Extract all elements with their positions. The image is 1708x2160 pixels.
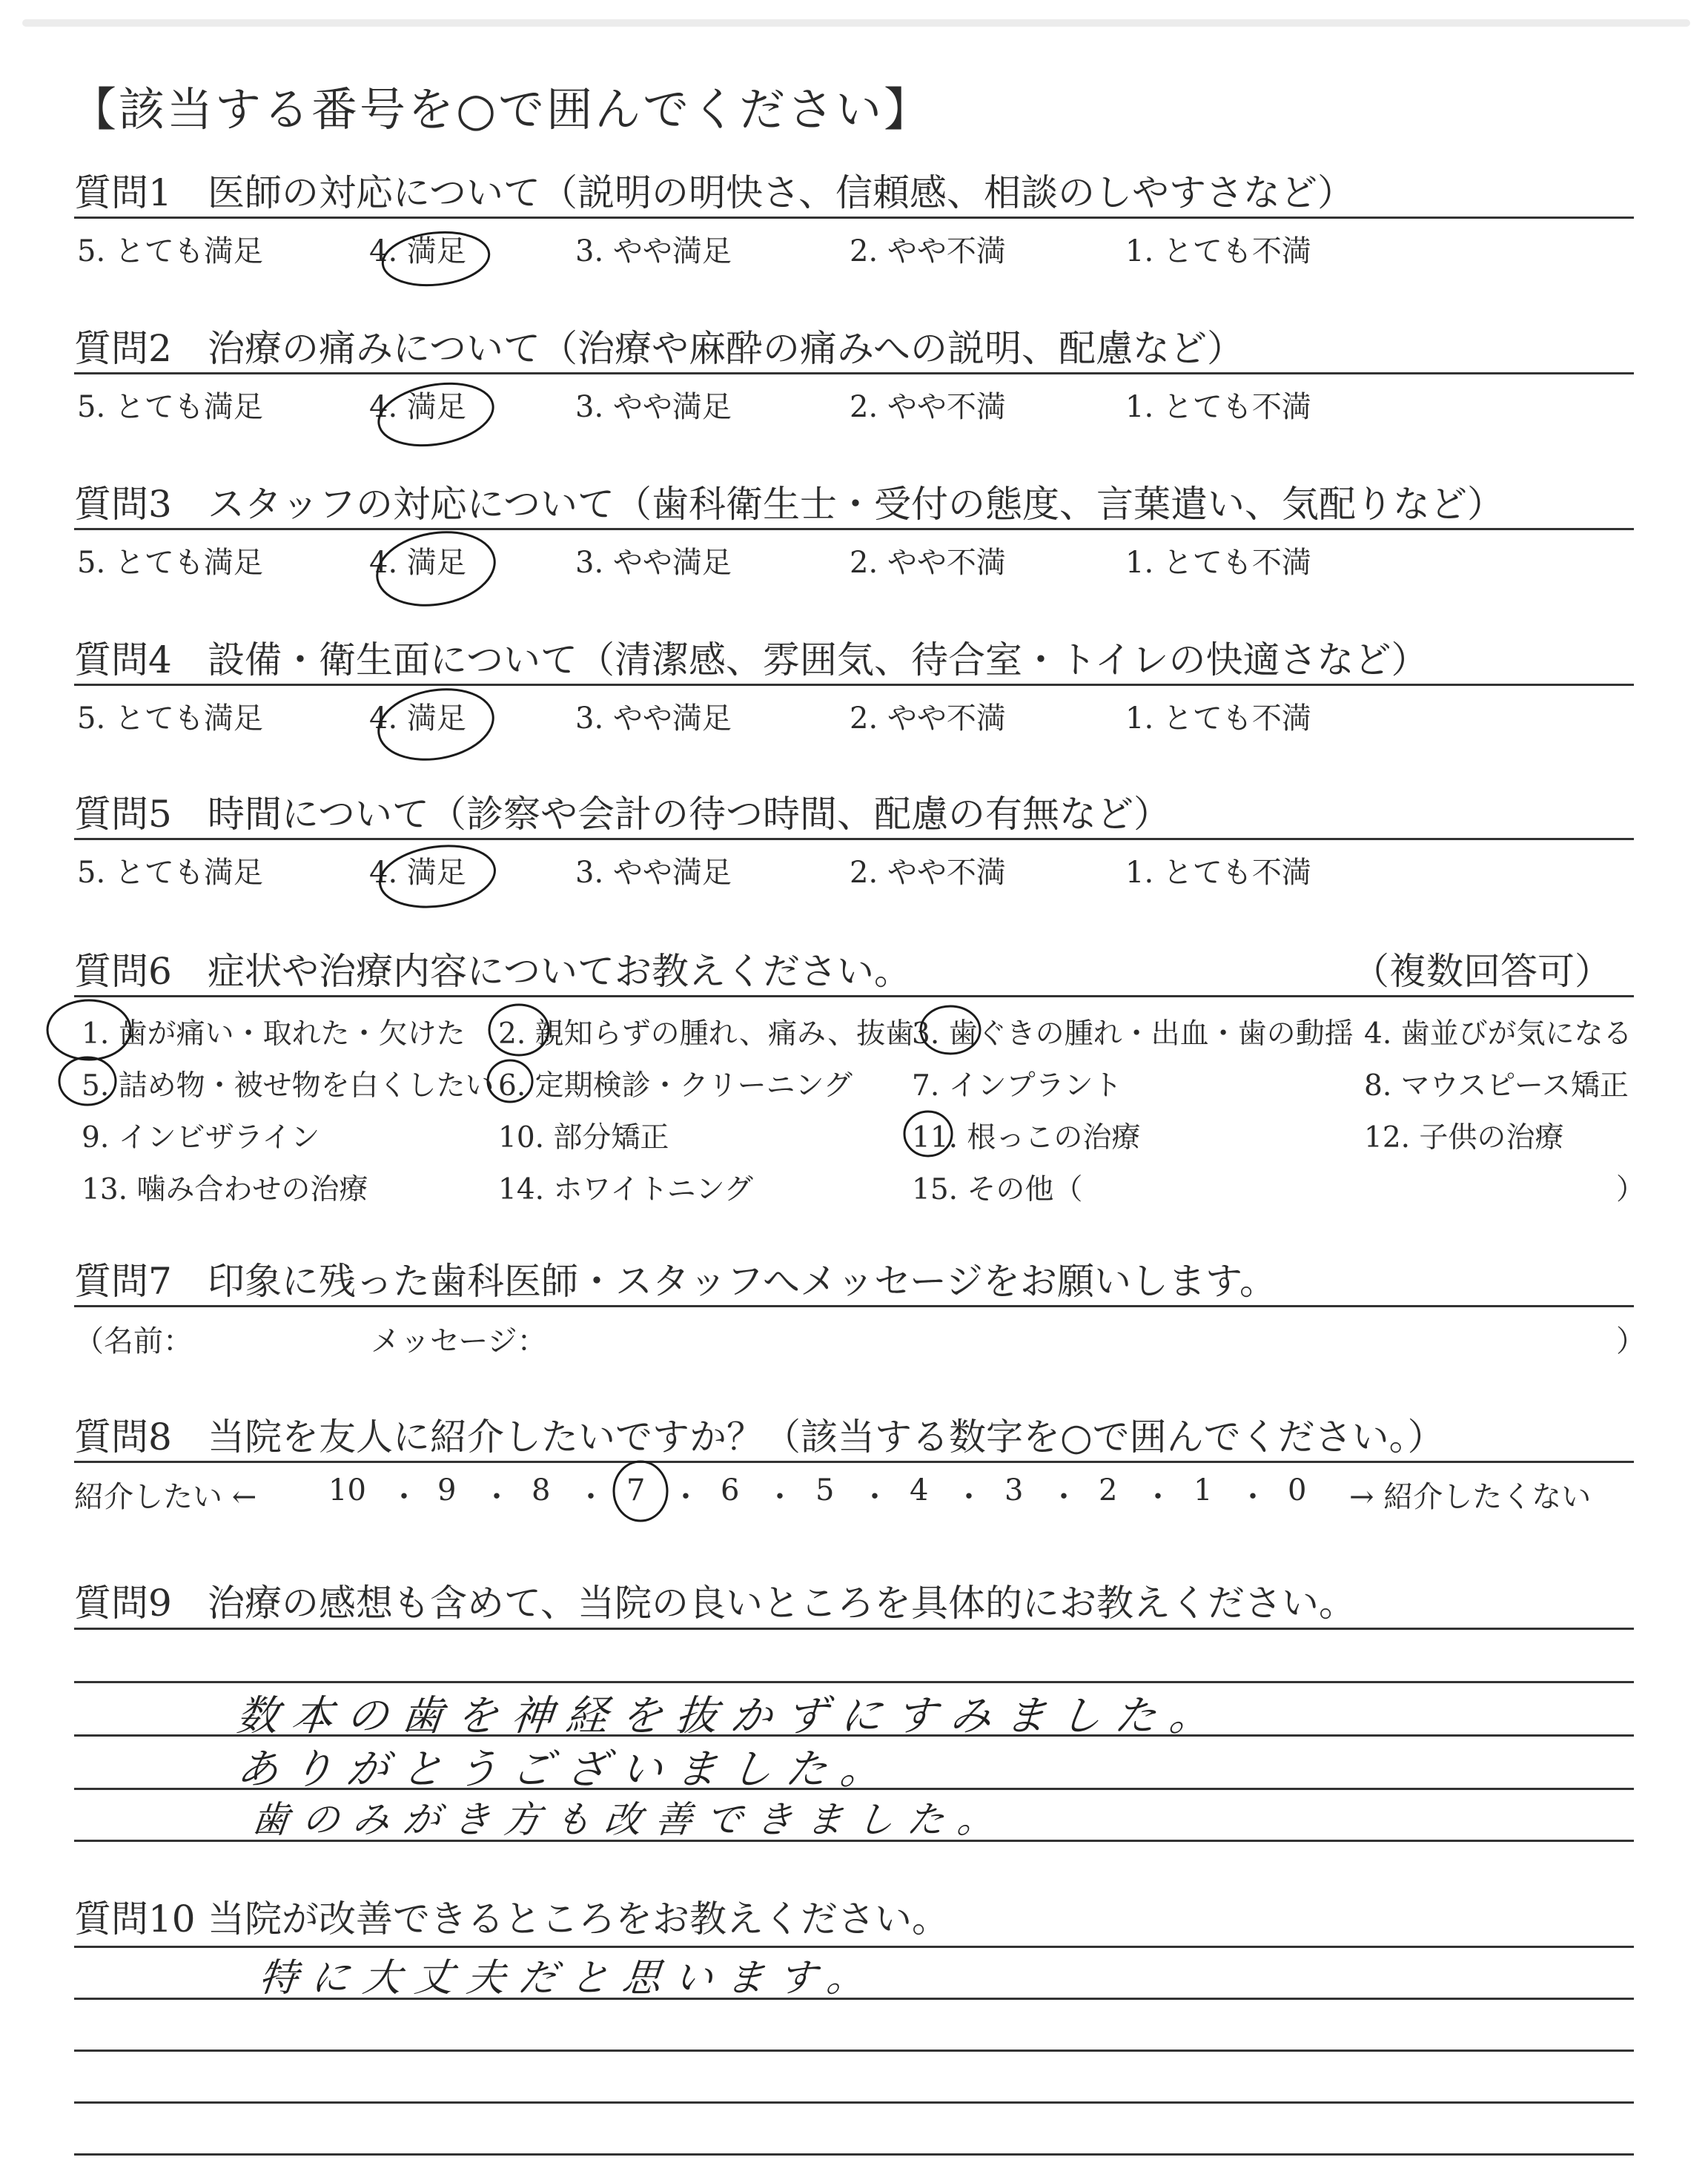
scale-8[interactable]: 8 — [532, 1473, 551, 1507]
scale-6[interactable]: 6 — [721, 1473, 740, 1507]
multiple-answer-note: （複数回答可） — [1352, 950, 1612, 993]
rating-2[interactable]: 2. やや不満 — [850, 390, 1006, 424]
scale-4[interactable]: 4 — [910, 1473, 929, 1507]
option-13[interactable]: 13. 噛み合わせの治療 — [82, 1173, 368, 1206]
rating-3[interactable]: 3. やや満足 — [575, 856, 732, 890]
rating-3[interactable]: 3. やや満足 — [575, 390, 732, 424]
option-15[interactable]: 15. その他（ — [912, 1173, 1083, 1206]
scale-dot: ・ — [1238, 1480, 1268, 1514]
scale-dot: ・ — [671, 1480, 701, 1514]
question-4 — [74, 636, 1634, 736]
scale-2[interactable]: 2 — [1099, 1473, 1118, 1507]
option-6[interactable]: 6. 定期検診・クリーニング — [498, 1069, 853, 1103]
question-number: 質問1 — [74, 171, 172, 214]
scale-right-label: → 紹介したくない — [1349, 1480, 1592, 1514]
scale-dot: ・ — [1143, 1480, 1173, 1514]
question-number: 質問4 — [74, 638, 172, 681]
option-10[interactable]: 10. 部分矯正 — [498, 1121, 669, 1155]
option-9[interactable]: 9. インビザライン — [82, 1121, 320, 1155]
rating-1[interactable]: 1. とても不満 — [1125, 390, 1311, 424]
question-2 — [74, 325, 1634, 422]
rating-3[interactable]: 3. やや満足 — [575, 546, 732, 580]
scale-dot: ・ — [482, 1480, 512, 1514]
scale-7[interactable]: 7 — [626, 1473, 646, 1507]
option-4[interactable]: 4. 歯並びが気になる — [1364, 1017, 1632, 1051]
rating-1[interactable]: 1. とても不満 — [1125, 546, 1311, 580]
message-line — [74, 1307, 1646, 1359]
rating-2[interactable]: 2. やや不満 — [850, 234, 1006, 268]
rating-2[interactable]: 2. やや不満 — [850, 701, 1006, 736]
question-text: 症状や治療内容についてお教えください。 — [208, 950, 911, 993]
rating-1[interactable]: 1. とても不満 — [1125, 234, 1311, 268]
rating-options — [74, 530, 1634, 578]
option-7[interactable]: 7. インプラント — [912, 1069, 1122, 1103]
q9-answer-line-2: ありがとうございました。 — [234, 1745, 898, 1794]
option-15-close: ） — [1616, 1173, 1646, 1206]
rating-4[interactable]: 4. 満足 — [369, 701, 466, 736]
question-number: 質問10 — [74, 1898, 196, 1941]
rating-5[interactable]: 5. とても満足 — [77, 234, 263, 268]
rating-options — [74, 686, 1634, 736]
scale-9[interactable]: 9 — [437, 1473, 457, 1507]
question-text: 医師の対応について（説明の明快さ、信頼感、相談のしやすさなど） — [208, 171, 1354, 214]
question-text: 当院が改善できるところをお教えください。 — [208, 1898, 949, 1941]
question-8 — [74, 1413, 1634, 1514]
scale-10[interactable]: 10 — [328, 1473, 366, 1507]
question-text: 治療の感想も含めて、当院の良いところを具体的にお教えください。 — [208, 1582, 1356, 1625]
rating-4[interactable]: 4. 満足 — [369, 390, 466, 424]
scale-dot: ・ — [860, 1480, 890, 1514]
rating-options — [74, 374, 1634, 422]
question-number: 質問3 — [74, 483, 172, 526]
message-label: メッセージ： — [371, 1324, 547, 1358]
question-7 — [74, 1258, 1646, 1359]
scale-5[interactable]: 5 — [815, 1473, 835, 1507]
option-2[interactable]: 2. 親知らずの腫れ、痛み、抜歯 — [498, 1017, 915, 1051]
question-text: 印象に残った歯科医師・スタッフへメッセージをお願いします。 — [208, 1260, 1277, 1303]
rating-3[interactable]: 3. やや満足 — [575, 234, 732, 268]
question-text: 時間について（診察や会計の待つ時間、配慮の有無など） — [208, 793, 1171, 836]
option-11[interactable]: 11. 根っこの治療 — [912, 1121, 1141, 1155]
scale-dot: ・ — [1049, 1480, 1079, 1514]
scale-0[interactable]: 0 — [1288, 1473, 1307, 1507]
scale-dot: ・ — [389, 1480, 419, 1514]
option-8[interactable]: 8. マウスピース矯正 — [1364, 1069, 1629, 1103]
question-5 — [74, 790, 1634, 888]
question-10 — [74, 1895, 1634, 1943]
rating-3[interactable]: 3. やや満足 — [575, 701, 732, 736]
question-3 — [74, 480, 1634, 578]
rating-1[interactable]: 1. とても不満 — [1125, 856, 1311, 890]
q9-answer-line-3: 歯のみがき方も改善できました。 — [249, 1798, 1010, 1841]
rating-options — [74, 219, 1634, 266]
message-close: ） — [1616, 1324, 1646, 1358]
rating-4[interactable]: 4. 満足 — [369, 856, 466, 890]
recommend-scale — [74, 1463, 1634, 1514]
rating-2[interactable]: 2. やや不満 — [850, 856, 1006, 890]
question-6 — [74, 948, 1646, 1206]
q10-answer-line-1: 特に大丈夫だと思います。 — [256, 1956, 881, 2001]
rating-5[interactable]: 5. とても満足 — [77, 701, 263, 736]
scale-3[interactable]: 3 — [1004, 1473, 1024, 1507]
scale-dot: ・ — [765, 1480, 795, 1514]
question-text: 設備・衛生面について（清潔感、雰囲気、待合室・トイレの快適さなど） — [208, 638, 1429, 681]
question-text: 治療の痛みについて（治療や麻酔の痛みへの説明、配慮など） — [208, 327, 1244, 370]
scale-left-label: 紹介したい ← — [74, 1480, 257, 1514]
rating-4[interactable]: 4. 満足 — [369, 546, 466, 580]
question-number: 質問9 — [74, 1582, 172, 1625]
scale-1[interactable]: 1 — [1194, 1473, 1213, 1507]
question-1 — [74, 169, 1634, 266]
option-14[interactable]: 14. ホワイトニング — [498, 1173, 753, 1206]
rating-4[interactable]: 4. 満足 — [369, 234, 466, 268]
question-number: 質問7 — [74, 1260, 172, 1303]
option-5[interactable]: 5. 詰め物・被せ物を白くしたい — [82, 1069, 494, 1103]
option-12[interactable]: 12. 子供の治療 — [1364, 1121, 1564, 1155]
question-number: 質問6 — [74, 950, 172, 993]
question-text: 当院を友人に紹介したいですか？（該当する数字を○で囲んでください。） — [208, 1416, 1445, 1459]
question-text: スタッフの対応について（歯科衛生士・受付の態度、言葉遣い、気配りなど） — [208, 483, 1504, 526]
rating-5[interactable]: 5. とても満足 — [77, 390, 263, 424]
question-number: 質問5 — [74, 793, 172, 836]
rating-1[interactable]: 1. とても不満 — [1125, 701, 1311, 736]
scale-dot: ・ — [576, 1480, 606, 1514]
rating-2[interactable]: 2. やや不満 — [850, 546, 1006, 580]
form-heading: 【該当する番号を○で囲んでください】 — [70, 82, 933, 136]
symptom-options — [74, 997, 1646, 1206]
rating-options — [74, 840, 1634, 888]
scan-edge — [22, 19, 1690, 27]
rating-5[interactable]: 5. とても満足 — [77, 546, 263, 580]
option-1[interactable]: 1. 歯が痛い・取れた・欠けた — [82, 1017, 466, 1051]
question-number: 質問2 — [74, 327, 172, 370]
name-label: （名前： — [74, 1324, 193, 1358]
question-9 — [74, 1579, 1634, 1627]
rating-5[interactable]: 5. とても満足 — [77, 856, 263, 890]
scale-dot: ・ — [954, 1480, 984, 1514]
q9-answer-line-1: 数本の歯を神経を抜かずにすみました。 — [234, 1692, 1227, 1740]
question-number: 質問8 — [74, 1416, 172, 1459]
option-3[interactable]: 3. 歯ぐきの腫れ・出血・歯の動揺 — [912, 1017, 1354, 1051]
